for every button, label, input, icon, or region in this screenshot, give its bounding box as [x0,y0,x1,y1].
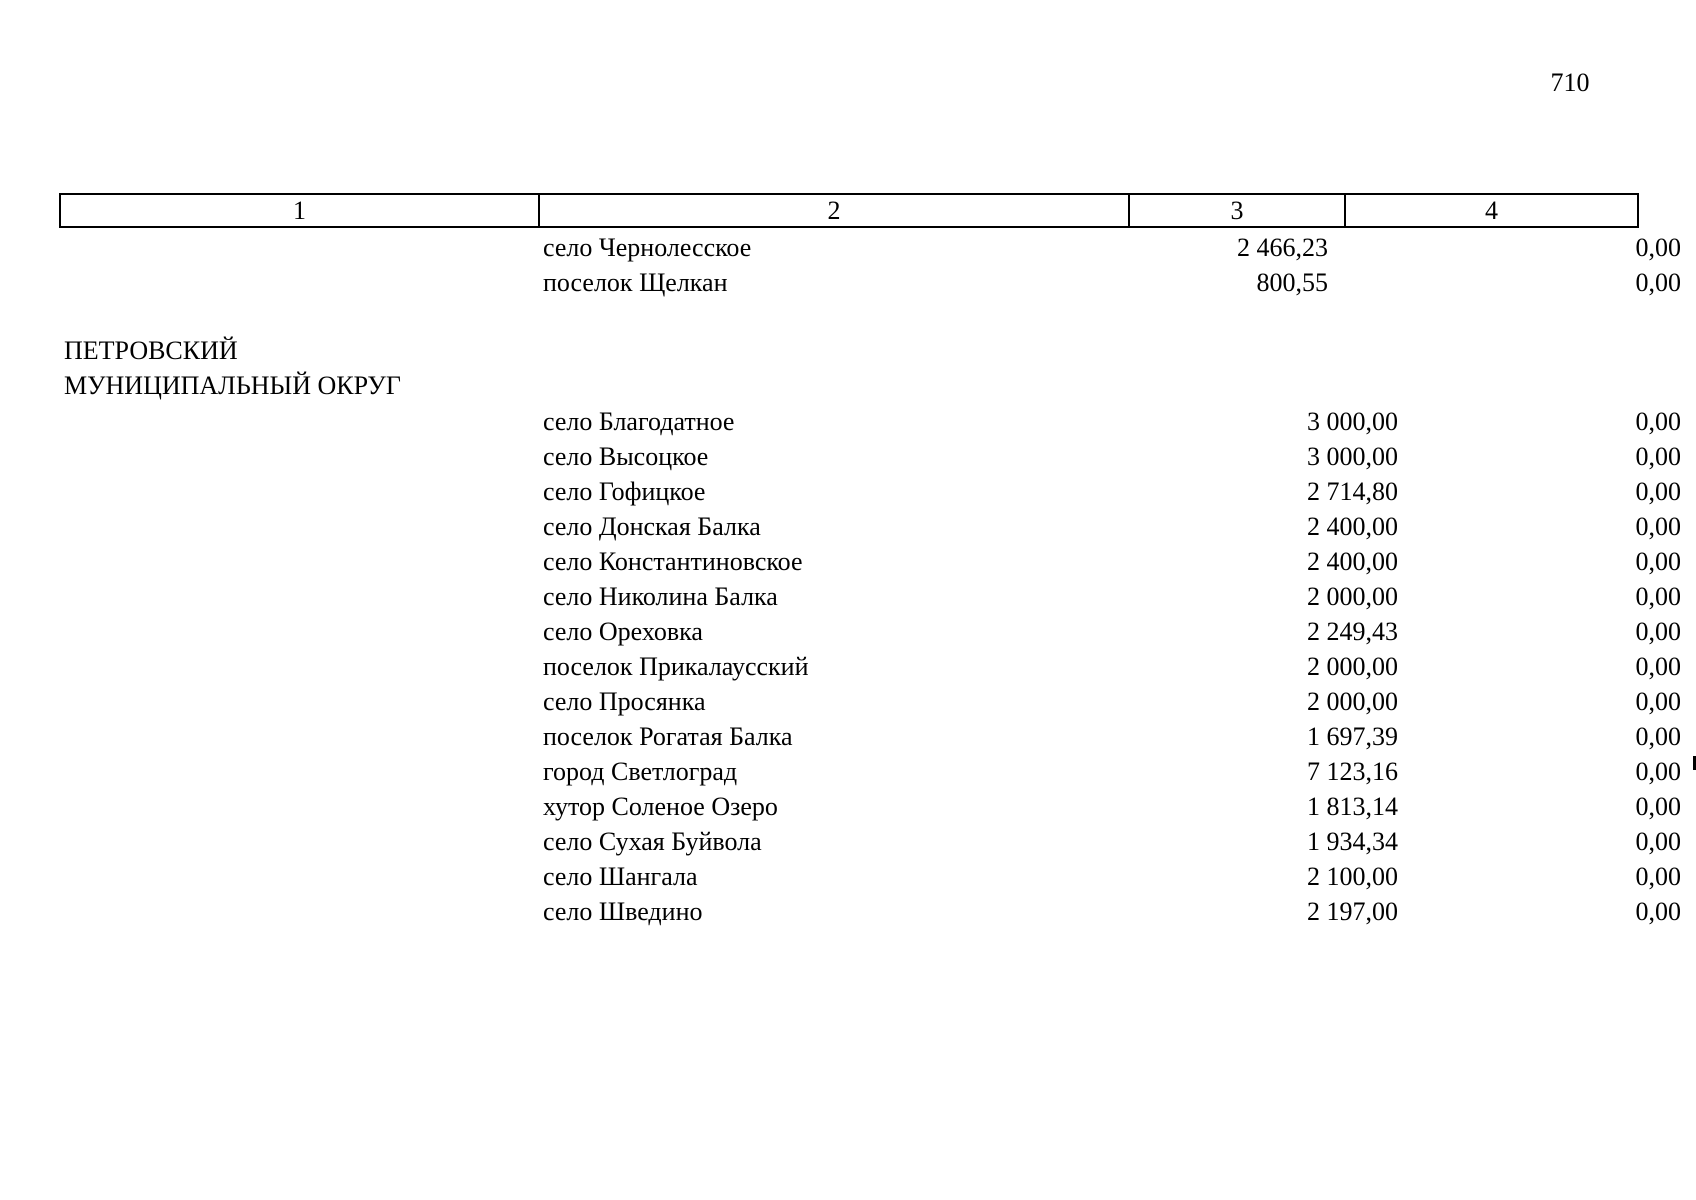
settlement-name: село Ореховка [543,617,703,646]
settlement-value: 2 466,23 [1237,233,1328,262]
settlement-extra: 0,00 [1635,477,1681,506]
settlement-name: село Николина Балка [543,582,778,611]
settlement-extra: 0,00 [1635,687,1681,716]
settlement-value: 2 197,00 [1307,897,1398,926]
table-row [59,614,1681,649]
settlement-extra: 0,00 [1635,792,1681,821]
settlement-name: село Донская Балка [543,512,761,541]
settlement-extra: 0,00 [1635,233,1681,262]
settlement-extra: 0,00 [1635,652,1681,681]
district-heading-line2: МУНИЦИПАЛЬНЫЙ ОКРУГ [64,371,401,400]
page-number: 710 [1550,68,1590,97]
column-header-2: 2 [540,195,1130,226]
settlement-value: 2 000,00 [1307,687,1398,716]
settlement-value: 2 000,00 [1307,582,1398,611]
settlement-extra: 0,00 [1635,582,1681,611]
settlement-extra: 0,00 [1635,442,1681,471]
settlement-value: 2 714,80 [1307,477,1398,506]
settlement-extra: 0,00 [1635,547,1681,576]
settlement-name: село Чернолесское [543,233,752,262]
table-row [59,824,1681,859]
district-rows [59,404,1681,929]
table-row [59,894,1681,929]
table-row [59,439,1681,474]
settlement-extra: 0,00 [1635,268,1681,297]
table-row [59,474,1681,509]
settlement-name: село Константиновское [543,547,803,576]
settlement-name: село Гофицкое [543,477,706,506]
settlement-extra: 0,00 [1635,757,1681,786]
settlement-value: 1 697,39 [1307,722,1398,751]
table-row [59,544,1681,579]
settlement-extra: 0,00 [1635,722,1681,751]
table-row [59,789,1681,824]
settlement-name: город Светлоград [543,757,738,786]
settlement-extra: 0,00 [1635,827,1681,856]
settlement-value: 2 249,43 [1307,617,1398,646]
district-heading [64,333,401,403]
table-row [59,265,1681,300]
settlement-value: 3 000,00 [1307,407,1398,436]
settlement-extra: 0,00 [1635,897,1681,926]
settlement-name: село Шведино [543,897,703,926]
settlement-extra: 0,00 [1635,862,1681,891]
table-header-row [59,193,1639,228]
settlement-name: хутор Соленое Озеро [543,792,778,821]
table-row [59,684,1681,719]
settlement-name: поселок Прикалаусский [543,652,809,681]
column-header-4: 4 [1485,196,1498,225]
settlement-value: 3 000,00 [1307,442,1398,471]
settlement-name: поселок Рогатая Балка [543,722,793,751]
continued-rows [59,230,1681,300]
settlement-value: 1 934,34 [1307,827,1398,856]
settlement-value: 1 813,14 [1307,792,1398,821]
settlement-name: село Сухая Буйвола [543,827,762,856]
settlement-value: 2 400,00 [1307,512,1398,541]
table-row [59,404,1681,439]
table-row [59,719,1681,754]
settlement-name: поселок Щелкан [543,268,728,297]
settlement-name: село Высоцкое [543,442,709,471]
table-row [59,509,1681,544]
table-row [59,579,1681,614]
column-header-3: 3 [1130,195,1346,226]
table-row [59,859,1681,894]
settlement-value: 7 123,16 [1307,757,1398,786]
settlement-value: 800,55 [1256,268,1328,297]
settlement-name: село Просянка [543,687,706,716]
settlement-value: 2 000,00 [1307,652,1398,681]
settlement-value: 2 400,00 [1307,547,1398,576]
settlement-extra: 0,00 [1635,617,1681,646]
table-row [59,754,1681,789]
table-row [59,230,1681,265]
table-row [59,649,1681,684]
column-header-1: 1 [61,195,540,226]
settlement-name: село Шангала [543,862,698,891]
settlement-extra: 0,00 [1635,512,1681,541]
settlement-extra: 0,00 [1635,407,1681,436]
settlement-name: село Благодатное [543,407,735,436]
district-heading-line1: ПЕТРОВСКИЙ [64,336,238,365]
settlement-value: 2 100,00 [1307,862,1398,891]
